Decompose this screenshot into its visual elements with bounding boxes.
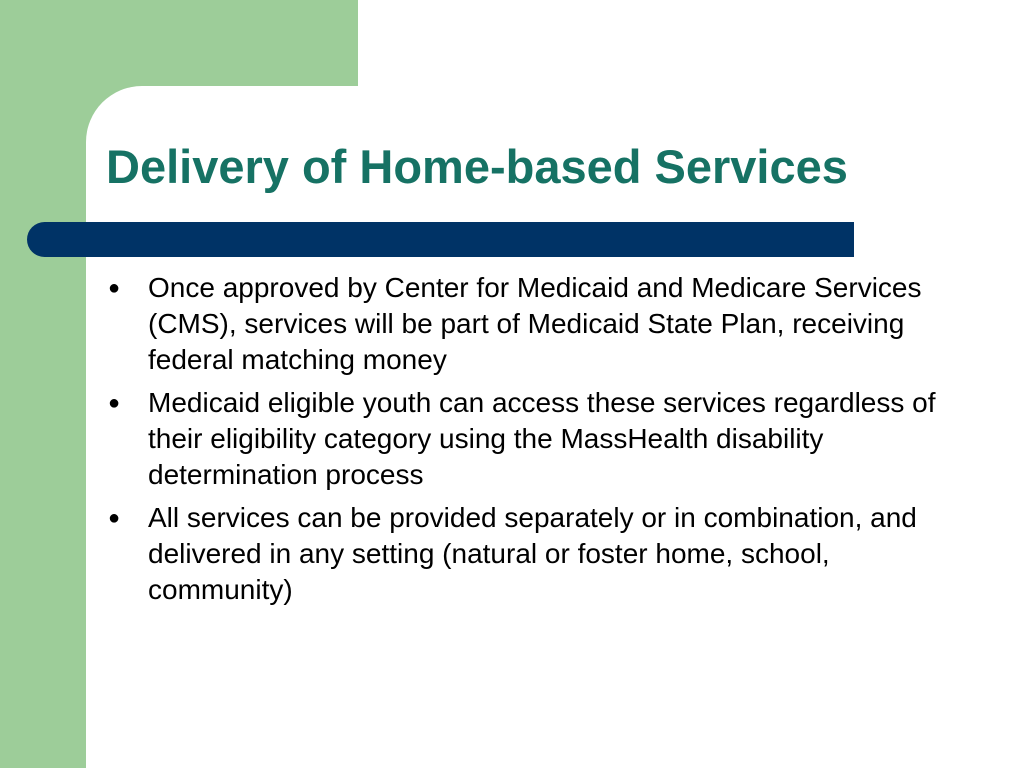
bullet-item	[106, 270, 946, 378]
bullet-text: Once approved by Center for Medicaid and Medicare Services (CMS), services will be part of Medicaid State Plan, receiving federal matching money	[148, 272, 922, 375]
bullet-item	[106, 385, 946, 493]
bullet-list	[106, 270, 946, 615]
bullet-icon: ●	[108, 277, 121, 299]
title-underline-bar	[27, 222, 854, 257]
bullet-text: Medicaid eligible youth can access these services regardless of their eligibility category using the MassHealth disability determination process	[148, 387, 936, 490]
bullet-icon: ●	[108, 507, 121, 529]
bullet-text: All services can be provided separately or in combination, and delivered in any setting (natural or foster home, school, community)	[148, 502, 917, 605]
slide-title: Delivery of Home-based Services	[106, 140, 848, 193]
bullet-item	[106, 500, 946, 608]
bullet-icon: ●	[108, 392, 121, 414]
